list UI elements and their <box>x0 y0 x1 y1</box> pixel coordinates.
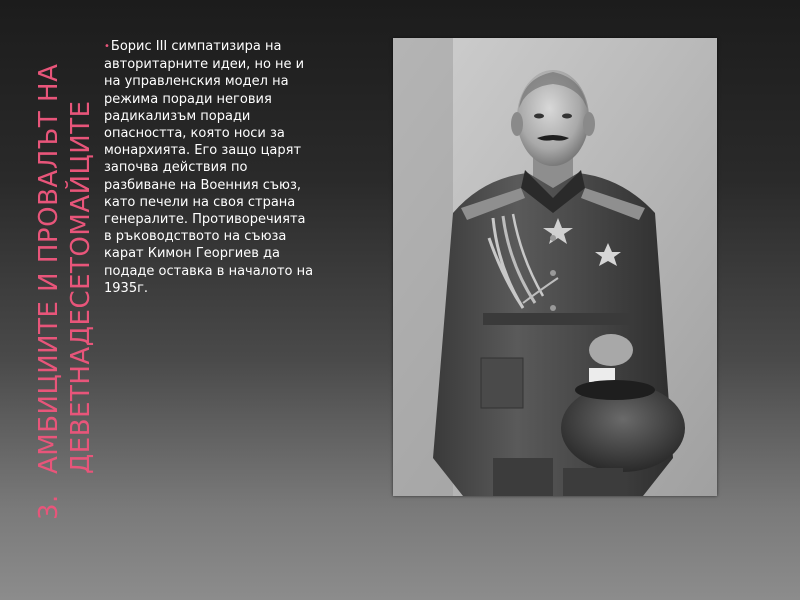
title-line-2: ДЕВЕТНАДЕСЕТОМАЙЦИТЕ <box>66 100 96 474</box>
portrait-illustration <box>393 38 717 496</box>
title-number: 3. <box>34 494 64 520</box>
title-line-1: АМБИЦИИТЕ И ПРОВАЛЪТ НА <box>34 63 64 474</box>
body-text-block <box>104 38 314 297</box>
body-paragraph: Борис III симпатизира на авторитарните идеи, но не и на управленския модел на режима поради неговия радикализъм поради опасността, която носи за монархията. Его защо царят започва действия по разбиване на Военния съюз, като печели на своя страна генералите. Противоречията в ръководството на съюза карат Кимон Георгиев да подаде оставка в началото на 1935г. <box>104 39 314 296</box>
portrait-photo <box>393 38 717 496</box>
bullet-icon: • <box>104 41 110 52</box>
slide-title-container <box>30 30 100 520</box>
slide-title <box>30 30 100 520</box>
